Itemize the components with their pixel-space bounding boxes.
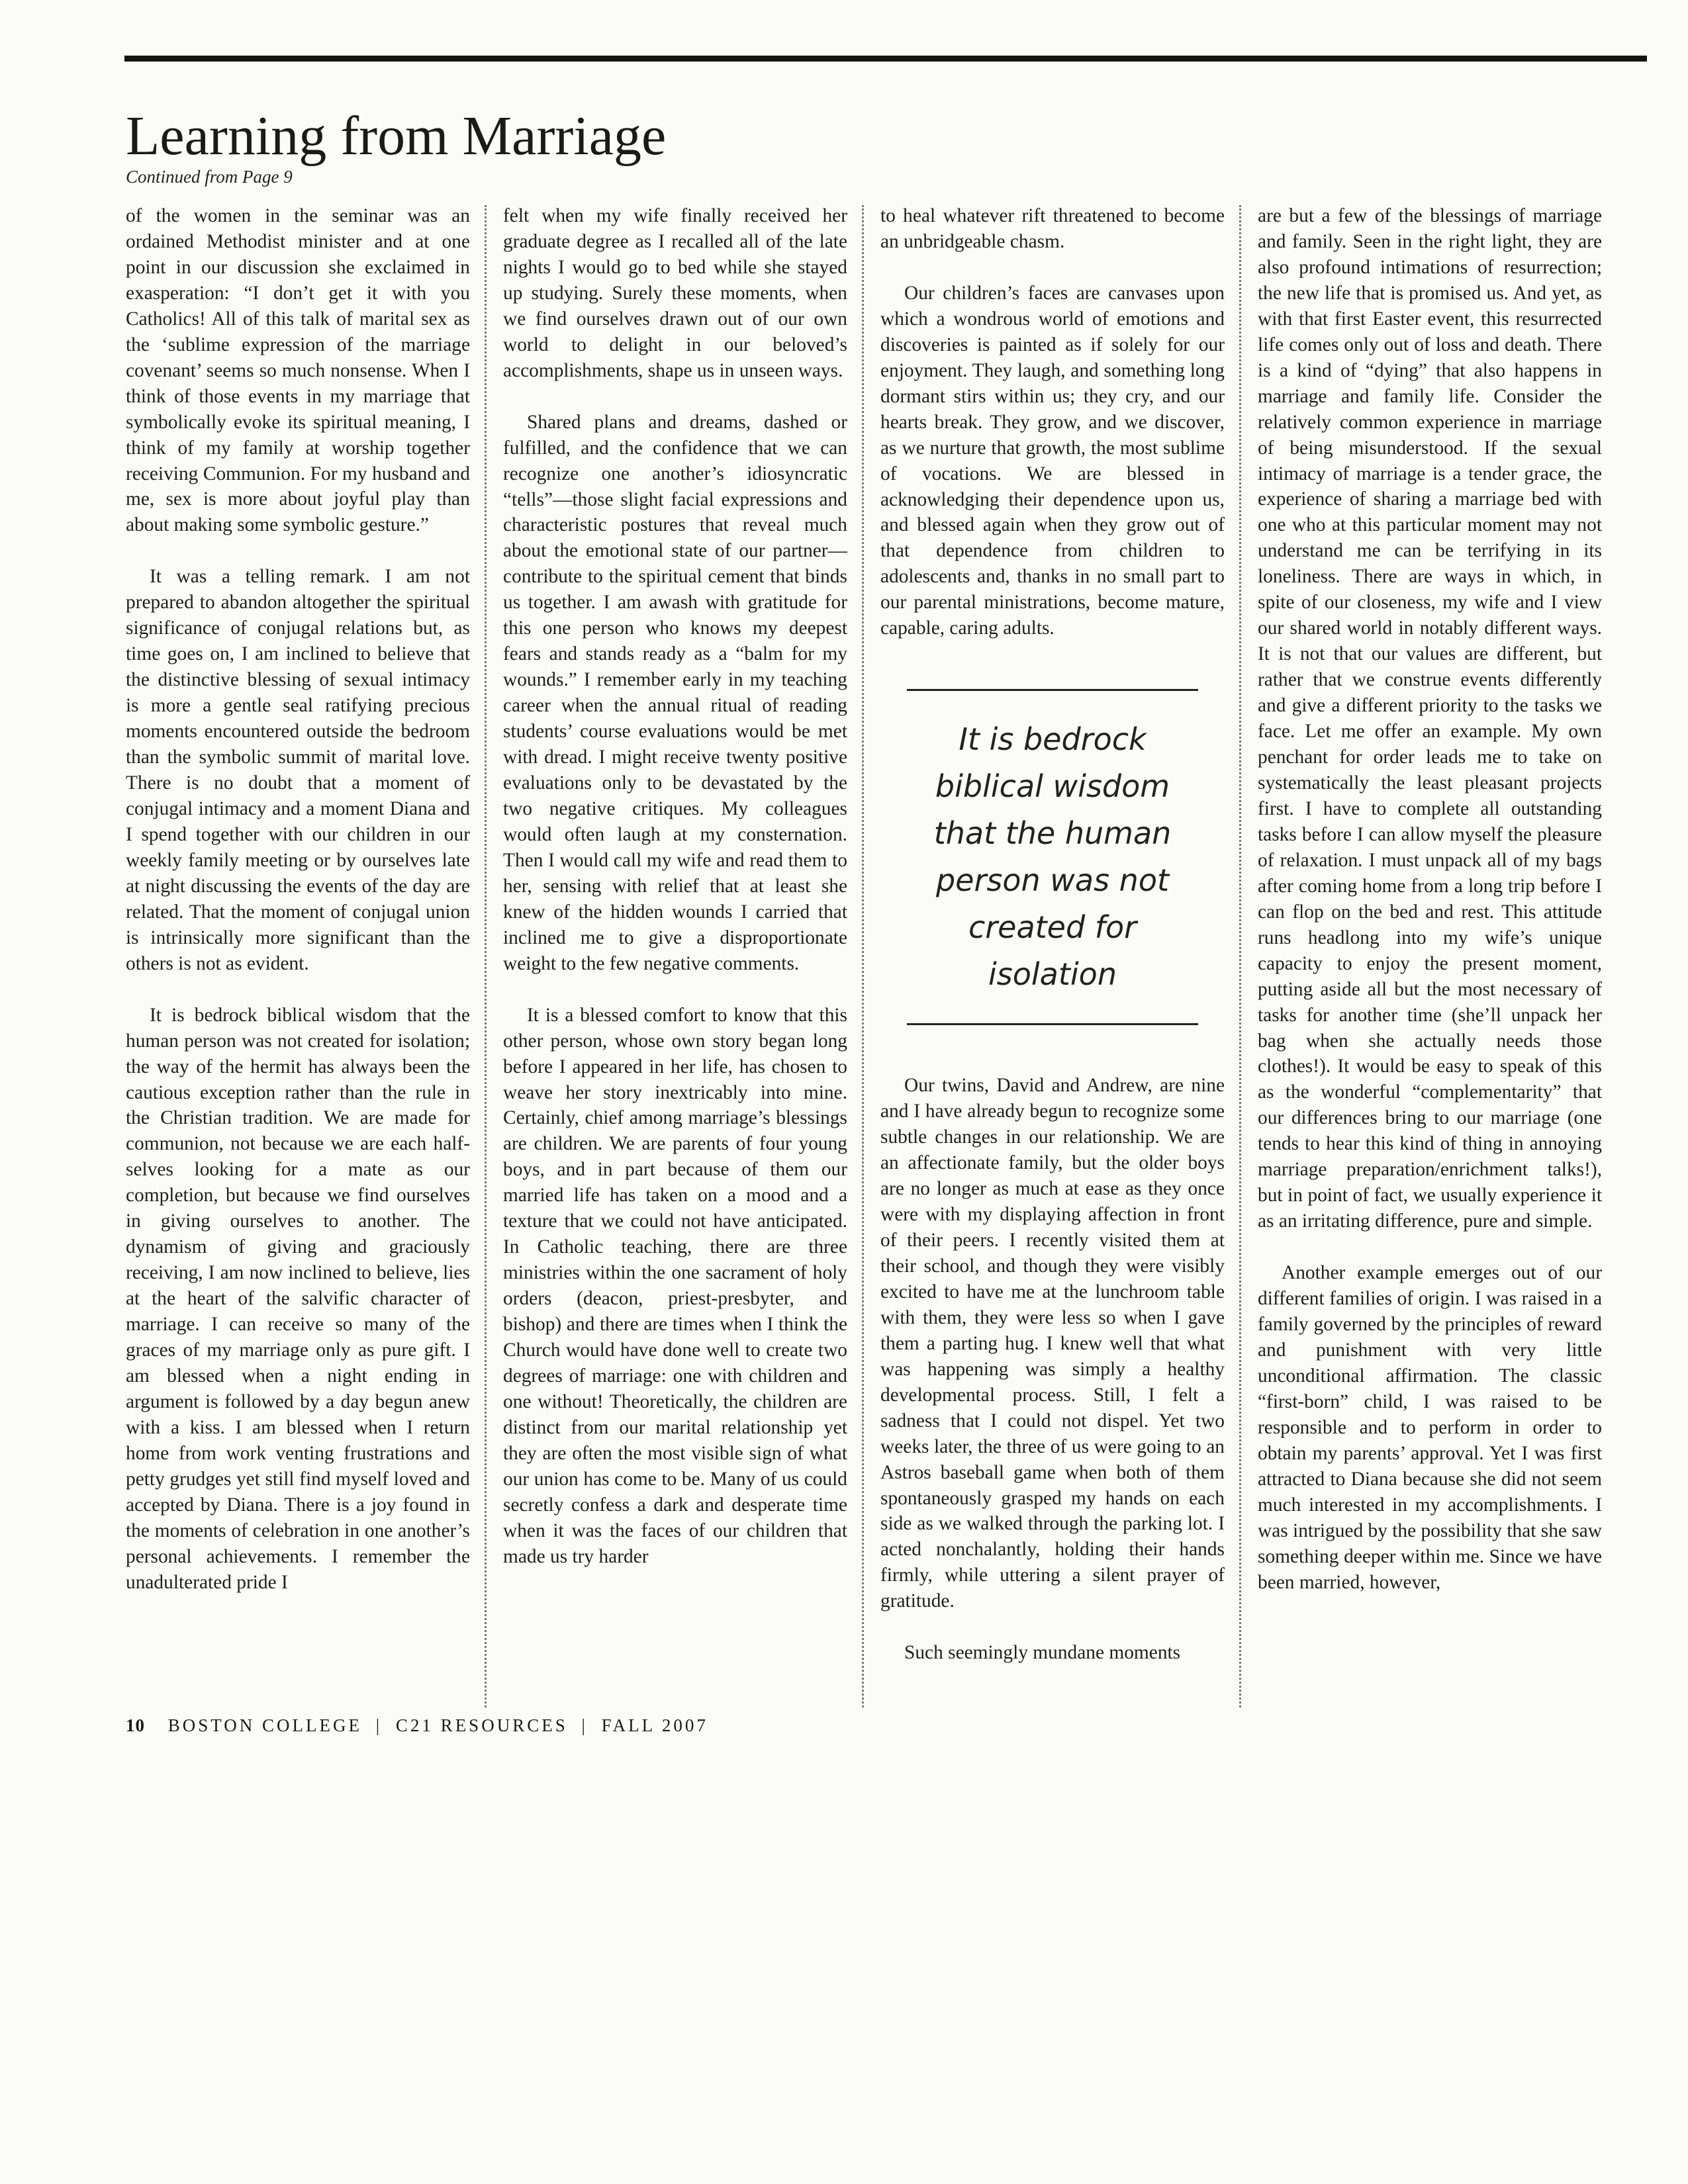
issue-date: FALL 2007: [601, 1715, 708, 1735]
paragraph: Another example emerges out of our different families of origin. I was raised in a family governed by the principles of reward and punishment with very little unconditional affirmation. The classic “first-born” child, I was raised to be responsible and to perform in order to obtain my parents’ approval. Yet I was first attracted to Diana because she did not seem much interested in my accomplishments. I was intrigued by the possibility that she saw something deeper within me. Since we have been married, however,: [1258, 1262, 1602, 1593]
paragraph: of the women in the seminar was an ordained Methodist minister and at one point in our discussion she exclaimed in exasperation: “I don’t get it with you Catholics! All of this talk of marital sex as the ‘sublime expression of the marriage covenant’ seems so much nonsense. When I think of those events in my marriage that symbolically evoke its spiritual meaning, I think of my family at worship together receiving Communion. For my husband and me, sex is more about joyful play than about making some symbolic gesture.”: [126, 205, 470, 536]
paragraph: to heal whatever rift threatened to become an unbridgeable chasm.: [880, 205, 1225, 252]
text-column-4: [1258, 203, 1602, 1701]
paragraph: Such seemingly mundane moments: [904, 1642, 1181, 1664]
paragraph: Our twins, David and Andrew, are nine and I have already begun to recognize some subtle changes in our relationship. We are an affectionate family, but the older boys are no longer as much at ease as they once were with my displaying affection in front of their peers. I recently visited them at their school, and though they were visibly excited to have me at the lunchroom table with them, they were less so when I gave them a parting hug. I knew well that what was happening was simply a healthy developmental process. Still, I felt a sadness that I could not dispel. Yet two weeks later, the three of us were going to an Astros baseball game when both of them spontaneously grasped my hands on each side as we walked through the parking lot. I acted nonchalantly, holding their hands firmly, while uttering a silent prayer of gratitude.: [880, 1075, 1225, 1612]
pull-quote-rule-bottom: [907, 1023, 1198, 1025]
footer-separator: |: [581, 1715, 588, 1735]
paragraph: Shared plans and dreams, dashed or fulfilled, and the confidence that we can recognize one another’s idiosyncratic “tells”—those slight facial expressions and characteristic postures that reveal much about the emotional state of our partner—contribute to the spiritual cement that binds us together. I am awash with gratitude for this one person who knows my deepest fears and stands ready as a “balm for my wounds.” I remember early in my teaching career when the annual ritual of reading students’ course evaluations would be met with dread. I might receive twenty positive evaluations only to be devastated by the two negative critiques. My colleagues would often laugh at my consternation. Then I would call my wife and read them to her, sensing with relief that at least she knew of the hidden wounds I carried that inclined me to give a disproportionate weight to the few negative comments.: [503, 411, 847, 974]
page-number: 10: [126, 1715, 145, 1735]
pull-quote-box: [880, 689, 1225, 1025]
footer-separator: |: [375, 1715, 383, 1735]
publication-name: BOSTON COLLEGE: [167, 1715, 363, 1735]
pull-quote: It is bedrock biblical wisdom that the human person was not created for isolation: [933, 721, 1172, 993]
continued-from-note: Continued from Page 9: [126, 167, 293, 187]
pull-quote-rule-top: [907, 689, 1198, 691]
article-title: Learning from Marriage: [126, 105, 667, 167]
paragraph: It is a blessed comfort to know that this other person, whose own story began long before I appeared in her life, has chosen to weave her story inextricably into mine. Certainly, chief among marriage’s blessings are children. We are parents of four young boys, and in part because of them our married life has taken on a mood and a texture that we could not have anticipated. In Catholic teaching, there are three ministries within the one sacrament of holy orders (deacon, priest-presbyter, and bishop) and there are times when I think the Church would have done well to create two degrees of marriage: one with children and one without! Theoretically, the children are distinct from our marital relationship yet they are often the most visible sign of what our union has come to be. Many of us could secretly confess a dark and desperate time when it was the faces of our children that made us try harder: [503, 1004, 847, 1567]
paragraph: It is bedrock biblical wisdom that the human person was not created for isolation; the way of the hermit has always been the cautious exception rather than the rule in the Christian tradition. We are made for communion, not because we are each half-selves looking for a mate as our completion, but because we find ourselves in giving ourselves to another. The dynamism of giving and graciously receiving, I am now inclined to believe, lies at the heart of the salvific character of marriage. I can receive so many of the graces of my marriage only as pure gift. I am blessed when a night ending in argument is followed by a day begun anew with a kiss. I am blessed when I return home from work venting frustrations and petty grudges yet still find myself loved and accepted by Diana. There is a joy found in the moments of celebration in one another’s personal achievements. I remember the unadulterated pride I: [126, 1004, 470, 1593]
paragraph: Our children’s faces are canvases upon which a wondrous world of emotions and discoveries is painted as if solely for our enjoyment. They laugh, and something long dormant stirs within us; they cry, and our hearts break. They grow, and we discover, as we nurture that growth, the most sublime of vocations. We are blessed in acknowledging their dependence upon us, and blessed again when they grow out of that dependence from children to adolescents and, thanks in no small part to our parental ministrations, become mature, capable, caring adults.: [880, 282, 1225, 639]
paragraph: are but a few of the blessings of marriage and family. Seen in the right light, they are also profound intimations of resurrection; the new life that is promised us. And yet, as with that first Easter event, this resurrected life comes only out of loss and death. There is a kind of “dying” that also happens in marriage and family life. Consider the relatively common experience in marriage of being misunderstood. If the sexual intimacy of marriage is a tender grace, the experience of sharing a marriage bed with one who at this particular moment may not understand me can be terrifying in its loneliness. There are ways in which, in spite of our closeness, my wife and I view our shared world in notably different ways. It is not that our values are different, but rather that we construe events differently and give a different priority to the tasks we face. Let me offer an example. My own penchant for order leads me to take on systematically the least pleasant projects first. I have to complete all outstanding tasks before I can allow myself the pleasure of relaxation. I must unpack all of my bags after coming home from a long trip before I can flop on the bed and rest. This attitude runs headlong into my wife’s unique capacity to enjoy the present moment, putting aside all but the most necessary of tasks for another time (she’ll unpack her bag when she actually needs those clothes!). It would be easy to speak of this as the wonderful “complementarity” that our differences bring to our marriage (one tends to hear this kind of thing in annoying marriage preparation/enrichment talks!), but in point of fact, we usually experience it as an irritating difference, pure and simple.: [1258, 205, 1602, 1232]
paragraph: felt when my wife finally received her graduate degree as I recalled all of the late nights I would go to bed while she stayed up studying. Surely these moments, when we find ourselves drawn out of our own world to delight in our beloved’s accomplishments, shape us in unseen ways.: [503, 205, 847, 381]
page-footer: [126, 1715, 708, 1736]
text-column-1: [126, 203, 470, 1701]
column-divider: [862, 205, 864, 1707]
column-divider: [485, 205, 487, 1707]
paragraph: It was a telling remark. I am not prepared to abandon altogether the spiritual significance of conjugal relations but, as time goes on, I am inclined to believe that the distinctive blessing of sexual intimacy is more a gentle seal ratifying precious moments encountered outside the bedroom than the symbolic summit of marital love. There is no doubt that a moment of conjugal intimacy and a moment Diana and I spend together with our children in our weekly family meeting or by ourselves late at night discussing the events of the day are related. That the moment of conjugal union is intrinsically more significant than the others is not as evident.: [126, 566, 470, 974]
text-column-2: [503, 203, 847, 1701]
text-column-3: [880, 203, 1225, 1701]
column-divider: [1239, 205, 1241, 1707]
series-name: C21 RESOURCES: [395, 1715, 568, 1735]
top-rule: [124, 56, 1647, 62]
